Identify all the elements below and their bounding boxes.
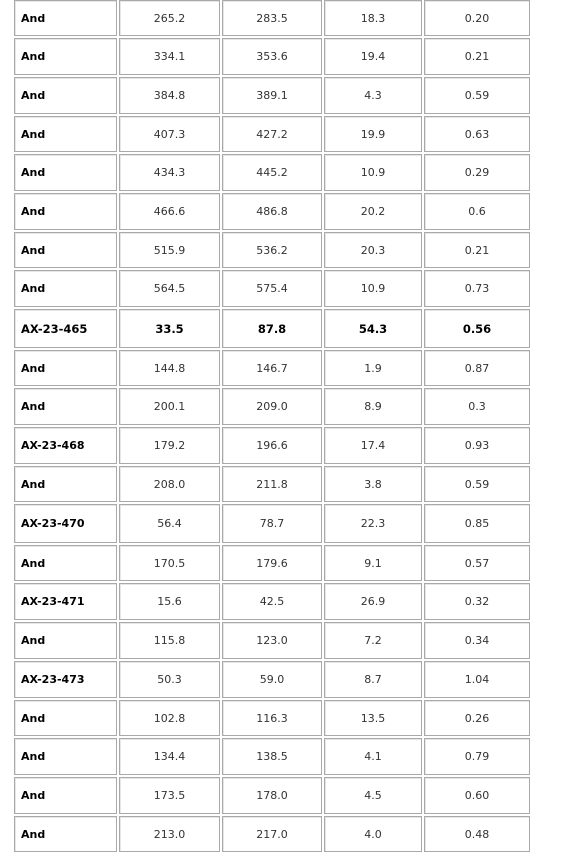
interval-cell: 4.0: [324, 816, 422, 852]
hole-id-cell: And: [14, 622, 117, 659]
table-row: [14, 816, 530, 852]
from-cell: 564.5: [119, 270, 220, 307]
grade-cell: 0.21: [424, 38, 530, 75]
to-cell: 179.6: [222, 545, 322, 581]
from-cell: 33.5: [119, 309, 220, 348]
interval-cell: 13.5: [324, 700, 422, 736]
grade-cell: 0.73: [424, 270, 530, 307]
interval-cell: 7.2: [324, 622, 422, 659]
table-row: [14, 777, 530, 814]
table-row: [14, 545, 530, 581]
interval-cell: 8.9: [324, 388, 422, 425]
hole-id-cell: AX-23-473: [14, 661, 117, 698]
from-cell: 434.3: [119, 154, 220, 191]
table-row: [14, 350, 530, 386]
to-cell: 536.2: [222, 232, 322, 268]
grade-cell: 0.85: [424, 504, 530, 543]
hole-id-cell: And: [14, 77, 117, 114]
table-row: [14, 504, 530, 543]
hole-id-cell: AX-23-465: [14, 309, 117, 348]
from-cell: 170.5: [119, 545, 220, 581]
from-cell: 407.3: [119, 116, 220, 152]
from-cell: 134.4: [119, 738, 220, 775]
to-cell: 445.2: [222, 154, 322, 191]
table-body: [14, 0, 530, 852]
from-cell: 115.8: [119, 622, 220, 659]
hole-id-cell: And: [14, 116, 117, 152]
table-row: [14, 0, 530, 36]
hole-id-cell: And: [14, 545, 117, 581]
interval-cell: 54.3: [324, 309, 422, 348]
interval-cell: 10.9: [324, 154, 422, 191]
to-cell: 59.0: [222, 661, 322, 698]
grade-cell: 0.87: [424, 350, 530, 386]
interval-cell: 18.3: [324, 0, 422, 36]
from-cell: 144.8: [119, 350, 220, 386]
grade-cell: 0.63: [424, 116, 530, 152]
from-cell: 466.6: [119, 193, 220, 230]
grade-cell: 0.79: [424, 738, 530, 775]
interval-cell: 19.9: [324, 116, 422, 152]
table-row: [14, 232, 530, 268]
from-cell: 265.2: [119, 0, 220, 36]
grade-cell: 0.21: [424, 232, 530, 268]
interval-cell: 17.4: [324, 427, 422, 464]
hole-id-cell: And: [14, 388, 117, 425]
hole-id-cell: And: [14, 38, 117, 75]
from-cell: 384.8: [119, 77, 220, 114]
to-cell: 353.6: [222, 38, 322, 75]
from-cell: 173.5: [119, 777, 220, 814]
to-cell: 138.5: [222, 738, 322, 775]
hole-id-cell: And: [14, 270, 117, 307]
to-cell: 486.8: [222, 193, 322, 230]
grade-cell: 0.32: [424, 583, 530, 620]
from-cell: 515.9: [119, 232, 220, 268]
interval-cell: 22.3: [324, 504, 422, 543]
to-cell: 42.5: [222, 583, 322, 620]
to-cell: 209.0: [222, 388, 322, 425]
table-row: [14, 309, 530, 348]
to-cell: 78.7: [222, 504, 322, 543]
from-cell: 50.3: [119, 661, 220, 698]
hole-id-cell: AX-23-468: [14, 427, 117, 464]
to-cell: 217.0: [222, 816, 322, 852]
to-cell: 87.8: [222, 309, 322, 348]
grade-cell: 0.34: [424, 622, 530, 659]
from-cell: 213.0: [119, 816, 220, 852]
from-cell: 200.1: [119, 388, 220, 425]
table-row: [14, 583, 530, 620]
interval-cell: 1.9: [324, 350, 422, 386]
table-row: [14, 77, 530, 114]
table-row: [14, 700, 530, 736]
hole-id-cell: And: [14, 154, 117, 191]
drill-results-table: [12, 0, 532, 854]
hole-id-cell: AX-23-471: [14, 583, 117, 620]
to-cell: 178.0: [222, 777, 322, 814]
interval-cell: 3.8: [324, 466, 422, 502]
interval-cell: 4.5: [324, 777, 422, 814]
hole-id-cell: And: [14, 466, 117, 502]
hole-id-cell: And: [14, 816, 117, 852]
grade-cell: 0.48: [424, 816, 530, 852]
grade-cell: 0.56: [424, 309, 530, 348]
interval-cell: 20.3: [324, 232, 422, 268]
to-cell: 211.8: [222, 466, 322, 502]
grade-cell: 0.60: [424, 777, 530, 814]
table-row: [14, 622, 530, 659]
grade-cell: 1.04: [424, 661, 530, 698]
hole-id-cell: And: [14, 738, 117, 775]
hole-id-cell: And: [14, 193, 117, 230]
grade-cell: 0.26: [424, 700, 530, 736]
to-cell: 146.7: [222, 350, 322, 386]
grade-cell: 0.93: [424, 427, 530, 464]
interval-cell: 4.3: [324, 77, 422, 114]
interval-cell: 19.4: [324, 38, 422, 75]
interval-cell: 10.9: [324, 270, 422, 307]
from-cell: 15.6: [119, 583, 220, 620]
to-cell: 283.5: [222, 0, 322, 36]
grade-cell: 0.6: [424, 193, 530, 230]
table-row: [14, 193, 530, 230]
to-cell: 123.0: [222, 622, 322, 659]
table-row: [14, 466, 530, 502]
table-row: [14, 270, 530, 307]
from-cell: 102.8: [119, 700, 220, 736]
from-cell: 208.0: [119, 466, 220, 502]
hole-id-cell: And: [14, 777, 117, 814]
hole-id-cell: And: [14, 350, 117, 386]
hole-id-cell: AX-23-470: [14, 504, 117, 543]
table-row: [14, 154, 530, 191]
to-cell: 427.2: [222, 116, 322, 152]
table-row: [14, 738, 530, 775]
grade-cell: 0.20: [424, 0, 530, 36]
grade-cell: 0.59: [424, 77, 530, 114]
table-row: [14, 38, 530, 75]
table-row: [14, 661, 530, 698]
hole-id-cell: And: [14, 0, 117, 36]
table-row: [14, 388, 530, 425]
grade-cell: 0.57: [424, 545, 530, 581]
grade-cell: 0.59: [424, 466, 530, 502]
interval-cell: 26.9: [324, 583, 422, 620]
from-cell: 179.2: [119, 427, 220, 464]
grade-cell: 0.3: [424, 388, 530, 425]
to-cell: 575.4: [222, 270, 322, 307]
interval-cell: 9.1: [324, 545, 422, 581]
to-cell: 196.6: [222, 427, 322, 464]
grade-cell: 0.29: [424, 154, 530, 191]
hole-id-cell: And: [14, 700, 117, 736]
table-row: [14, 116, 530, 152]
to-cell: 389.1: [222, 77, 322, 114]
interval-cell: 20.2: [324, 193, 422, 230]
from-cell: 56.4: [119, 504, 220, 543]
interval-cell: 4.1: [324, 738, 422, 775]
interval-cell: 8.7: [324, 661, 422, 698]
to-cell: 116.3: [222, 700, 322, 736]
table-row: [14, 427, 530, 464]
hole-id-cell: And: [14, 232, 117, 268]
from-cell: 334.1: [119, 38, 220, 75]
